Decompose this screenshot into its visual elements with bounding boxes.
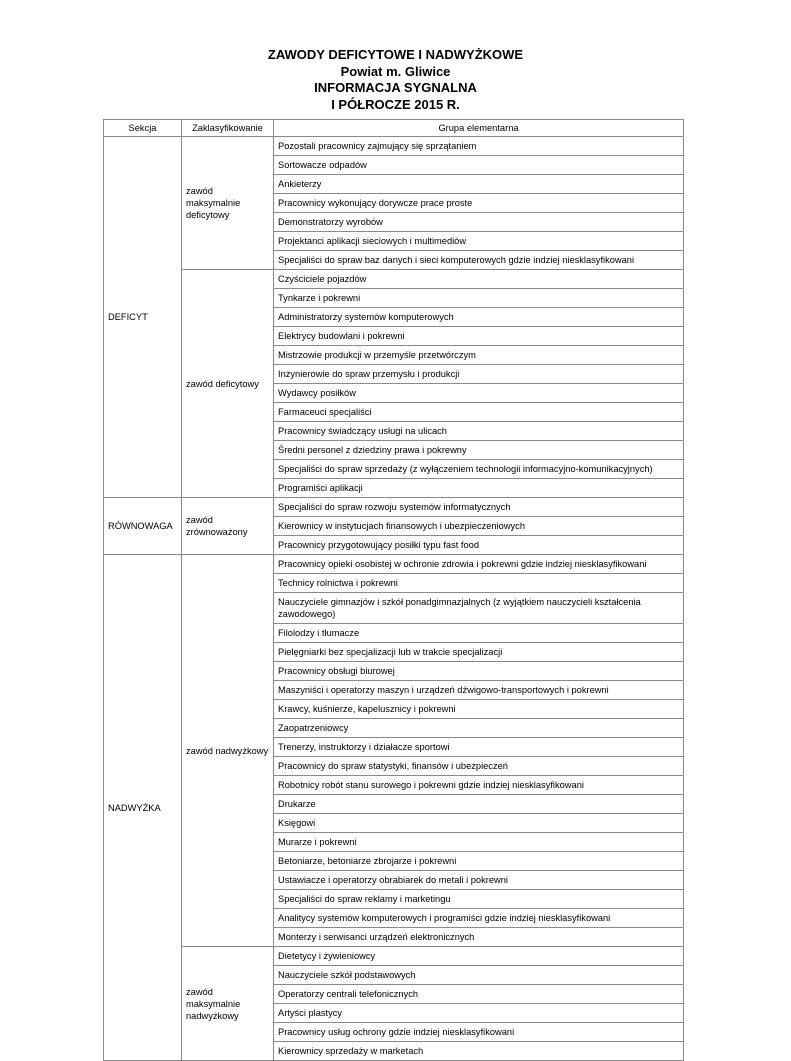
title-line-2: Powiat m. Gliwice xyxy=(340,63,451,79)
occupation-cell: Mistrzowie produkcji w przemyśle przetwórczym xyxy=(274,346,684,365)
occupation-cell: Księgowi xyxy=(274,814,684,833)
occupation-cell: Pracownicy przygotowujący posiłki typu fast food xyxy=(274,536,684,555)
occupation-cell: Nauczyciele gimnazjów i szkół ponadgimnazjalnych (z wyjątkiem nauczycieli kształcenia zawodowego) xyxy=(274,593,684,624)
occupation-cell: Inżynierowie do spraw przemysłu i produkcji xyxy=(274,365,684,384)
occupation-cell: Pracownicy świadczący usługi na ulicach xyxy=(274,422,684,441)
occupation-cell: Trenerzy, instruktorzy i działacze sportowi xyxy=(274,738,684,757)
occupation-cell: Kierownicy w instytucjach finansowych i ubezpieczeniowych xyxy=(274,517,684,536)
occupation-cell: Technicy rolnictwa i pokrewni xyxy=(274,574,684,593)
occupation-cell: Robotnicy robót stanu surowego i pokrewni gdzie indziej niesklasyfikowani xyxy=(274,776,684,795)
occupation-cell: Nauczyciele szkół podstawowych xyxy=(274,966,684,985)
occupation-cell: Ankieterzy xyxy=(274,175,684,194)
occupation-cell: Betoniarze, betoniarze zbrojarze i pokrewni xyxy=(274,852,684,871)
occupation-cell: Farmaceuci specjaliści xyxy=(274,403,684,422)
classification-cell: zawód maksymalnie nadwyżkowy xyxy=(182,947,274,1061)
occupations-table xyxy=(103,119,684,1061)
occupation-cell: Programiści aplikacji xyxy=(274,479,684,498)
occupation-cell: Projektanci aplikacji sieciowych i multimediów xyxy=(274,232,684,251)
occupation-cell: Pracownicy do spraw statystyki, finansów i ubezpieczeń xyxy=(274,757,684,776)
table-row xyxy=(104,555,684,574)
title-line-4: I PÓŁROCZE 2015 R. xyxy=(331,96,460,112)
occupation-cell: Drukarze xyxy=(274,795,684,814)
occupation-cell: Pracownicy opieki osobistej w ochronie zdrowia i pokrewni gdzie indziej niesklasyfikowani xyxy=(274,555,684,574)
occupation-cell: Elektrycy budowlani i pokrewni xyxy=(274,327,684,346)
occupation-cell: Średni personel z dziedziny prawa i pokrewny xyxy=(274,441,684,460)
table-row xyxy=(104,137,684,156)
occupation-cell: Filolodzy i tłumacze xyxy=(274,624,684,643)
occupation-cell: Pracownicy obsługi biurowej xyxy=(274,662,684,681)
table-header-row xyxy=(104,120,684,137)
table-row xyxy=(104,270,684,289)
classification-cell: zawód zrównoważony xyxy=(182,498,274,555)
occupation-cell: Artyści plastycy xyxy=(274,1004,684,1023)
occupation-cell: Administratorzy systemów komputerowych xyxy=(274,308,684,327)
column-header-zaklasyfikowanie: Zaklasyfikowanie xyxy=(182,120,274,137)
occupation-cell: Wydawcy posiłków xyxy=(274,384,684,403)
section-cell: DEFICYT xyxy=(104,137,182,498)
occupation-cell: Kierownicy sprzedaży w marketach xyxy=(274,1042,684,1061)
table-body xyxy=(104,137,684,1061)
occupation-cell: Pracownicy usług ochrony gdzie indziej niesklasyfikowani xyxy=(274,1023,684,1042)
occupation-cell: Pozostali pracownicy zajmujący się sprzątaniem xyxy=(274,137,684,156)
occupation-cell: Zaopatrzeniowcy xyxy=(274,719,684,738)
occupation-cell: Maszyniści i operatorzy maszyn i urządzeń dźwigowo-transportowych i pokrewni xyxy=(274,681,684,700)
table-row xyxy=(104,498,684,517)
occupation-cell: Tynkarze i pokrewni xyxy=(274,289,684,308)
classification-cell: zawód maksymalnie deficytowy xyxy=(182,137,274,270)
occupation-cell: Specjaliści do spraw sprzedaży (z wyłączeniem technologii informacyjno-komunikacyjnych) xyxy=(274,460,684,479)
table-row xyxy=(104,947,684,966)
column-header-sekcja: Sekcja xyxy=(104,120,182,137)
section-cell: NADWYŻKA xyxy=(104,555,182,1061)
occupation-cell: Ustawiacze i operatorzy obrabiarek do metali i pokrewni xyxy=(274,871,684,890)
occupation-cell: Operatorzy centrali telefonicznych xyxy=(274,985,684,1004)
document-header xyxy=(0,47,791,113)
occupation-cell: Sortowacze odpadów xyxy=(274,156,684,175)
occupation-cell: Murarze i pokrewni xyxy=(274,833,684,852)
occupation-cell: Specjaliści do spraw reklamy i marketingu xyxy=(274,890,684,909)
title-line-1: ZAWODY DEFICYTOWE I NADWYŻKOWE xyxy=(267,47,524,62)
occupation-cell: Monterzy i serwisanci urządzeń elektronicznych xyxy=(274,928,684,947)
occupation-cell: Pracownicy wykonujący dorywcze prace proste xyxy=(274,194,684,213)
occupation-cell: Specjaliści do spraw baz danych i sieci komputerowych gdzie indziej niesklasyfikowani xyxy=(274,251,684,270)
occupation-cell: Dietetycy i żywieniowcy xyxy=(274,947,684,966)
occupation-cell: Analitycy systemów komputerowych i programiści gdzie indziej niesklasyfikowani xyxy=(274,909,684,928)
classification-cell: zawód nadwyżkowy xyxy=(182,555,274,947)
classification-cell: zawód deficytowy xyxy=(182,270,274,498)
section-cell: RÓWNOWAGA xyxy=(104,498,182,555)
occupation-cell: Pielęgniarki bez specjalizacji lub w trakcie specjalizacji xyxy=(274,643,684,662)
occupation-cell: Demonstratorzy wyrobów xyxy=(274,213,684,232)
occupation-cell: Specjaliści do spraw rozwoju systemów informatycznych xyxy=(274,498,684,517)
title-line-3: INFORMACJA SYGNALNA xyxy=(314,80,477,95)
column-header-grupa: Grupa elementarna xyxy=(274,120,684,137)
occupation-cell: Krawcy, kuśnierze, kapelusznicy i pokrewni xyxy=(274,700,684,719)
occupation-cell: Czyściciele pojazdów xyxy=(274,270,684,289)
